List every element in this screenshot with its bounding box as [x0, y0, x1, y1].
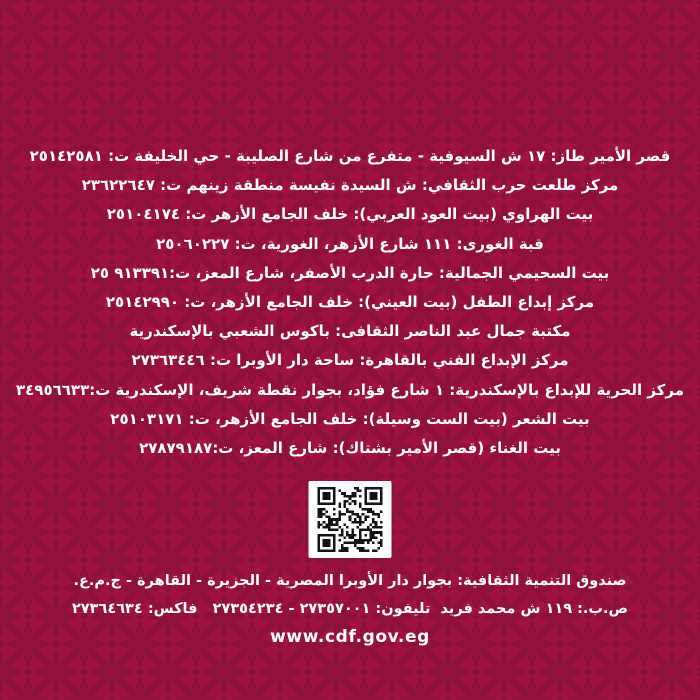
venue-line: مركز الإبداع الفني بالقاهرة: ساحة دار الأوبرا ت: ٢٧٣٦٣٤٤٦	[131, 351, 569, 370]
venue-line: قصر الأمير طاز: ١٧ ش السيوفية - متفرع من شارع الصليبة - حي الخليفة ت: ٢٥١٤٢٥٨١	[29, 147, 671, 165]
venue-line: مكتبة جمال عبد الناصر الثقافى: باكوس الشعبي بالإسكندرية	[129, 322, 571, 341]
qr-code	[309, 481, 392, 558]
venue-line: مركز إبداع الطفل (بيت العيني): خلف الجامع الأزهر، ت: ٢٥١٤٢٩٩٠	[105, 293, 595, 312]
venue-line: مركز الحرية للإبداع بالإسكندرية: ١ شارع فؤاد، بجوار نقطة شريف، الإسكندرية ت:٣٤٩٥٦٦٣٣	[15, 380, 685, 399]
venue-line: قبة الغورى: ١١١ شارع الأزهر، الغورية، ت: ٢٥٠٦٠٢٢٧	[156, 234, 544, 253]
website-url: www.cdf.gov.eg	[270, 627, 430, 647]
venue-line: مركز طلعت حرب الثقافي: ش السيدة نفيسة منطقة زينهم ت: ٢٣٦٢٢٦٤٧	[81, 176, 619, 195]
footer-org-address: صندوق التنمية الثقافية: بجوار دار الأوبرا المصرية - الجزيرة - القاهرة - ج.م.ع.	[73, 573, 627, 589]
footer-contact: ص.ب.: ١١٩ ش محمد فريد تليفون: ٢٧٣٥٧٠٠١ - ٢٧٣٥٤٢٣٤ فاكس: ٢٧٣٦٤٦٣٤	[71, 601, 629, 617]
qr-code-icon	[318, 487, 383, 552]
venue-line: بيت الهراوي (بيت العود العربي): خلف الجامع الأزهر ت: ٢٥١٠٤١٧٤	[106, 205, 594, 224]
footer	[0, 567, 700, 623]
venues-list	[4, 142, 696, 463]
venue-line: بيت الغناء (قصر الأمير بشتاك): شارع المعز، ت:٢٧٨٧٩١٨٧	[139, 439, 561, 458]
venue-line: بيت السحيمي الجمالية: حارة الدرب الأصفر، شارع المعز، ت:٩١٣٣٩١ ٢٥	[90, 263, 610, 282]
venue-line: بيت الشعر (بيت الست وسيلة): خلف الجامع الأزهر، ت: ٢٥١٠٣١٧١	[110, 409, 590, 428]
